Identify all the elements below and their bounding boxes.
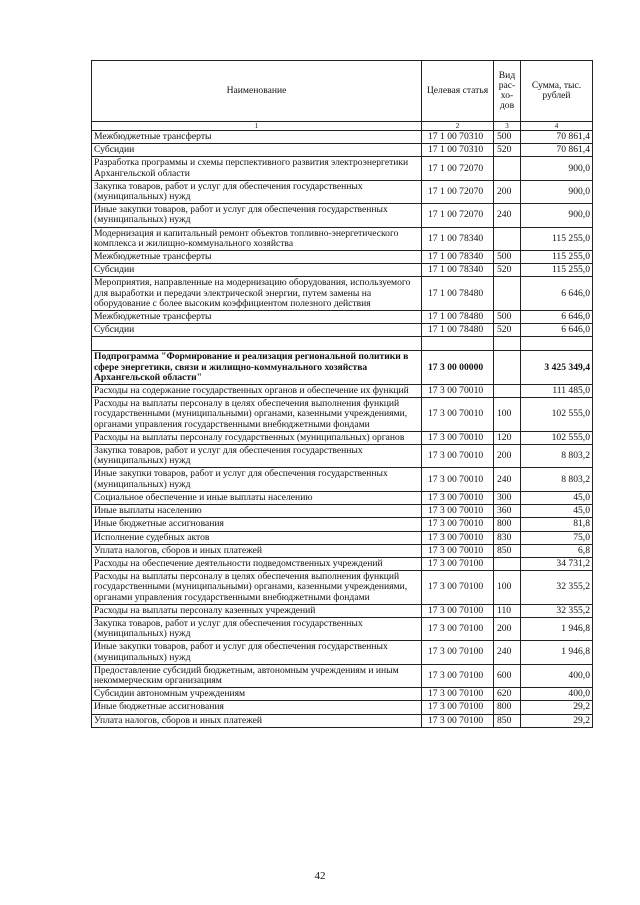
cell-vid: 240 <box>494 468 521 491</box>
cell-name: Иные бюджетные ассигнования <box>92 701 422 714</box>
cell-name: Разработка программы и схемы перспективного развития электроэнергетики Архангельской области <box>92 157 422 180</box>
cell-code: 17 1 00 78480 <box>422 311 494 324</box>
cell-code: 17 1 00 78480 <box>422 324 494 337</box>
cell-name: Мероприятия, направленные на модернизацию оборудования, используемого для выработки и передачи электрической энергии, путем замены на оборудование с более высоким коэффициентом полезного действия <box>92 277 422 311</box>
cell-name: Иные выплаты населению <box>92 505 422 518</box>
header-target: Целевая статья <box>422 61 494 122</box>
cell-vid: 520 <box>494 324 521 337</box>
table-row <box>92 468 593 491</box>
cell-vid: 240 <box>494 641 521 664</box>
cell-name: Расходы на выплаты персоналу в целях обеспечения выполнения функций государственными (муниципальными) органами, казенными учреждениями, органами управления государственными внебюджетными фондами <box>92 571 422 605</box>
table-row <box>92 324 593 337</box>
cell-name: Субсидии <box>92 264 422 277</box>
table-row <box>92 131 593 144</box>
cell-name: Закупка товаров, работ и услуг для обеспечения государственных (муниципальных) нужд <box>92 180 422 203</box>
table-row <box>92 445 593 468</box>
cell-name: Субсидии автономным учреждениям <box>92 688 422 701</box>
cell-name: Субсидии <box>92 324 422 337</box>
cell-name: Закупка товаров, работ и услуг для обеспечения государственных (муниципальных) нужд <box>92 445 422 468</box>
cell-vid <box>494 227 521 250</box>
cell-code: 17 3 00 70100 <box>422 688 494 701</box>
cell-name: Модернизация и капитальный ремонт объектов топливно-энергетического комплекса и жилищно-коммунального хозяйства <box>92 227 422 250</box>
table-row <box>92 701 593 714</box>
table-row <box>92 431 593 444</box>
cell-name: Межбюджетные трансферты <box>92 131 422 144</box>
cell-name: Иные бюджетные ассигнования <box>92 518 422 531</box>
table-row <box>92 311 593 324</box>
cell-code: 17 3 00 70100 <box>422 664 494 687</box>
cell-name: Подпрограмма "Формирование и реализация региональной политики в сфере энергетики, связи и жилищно-коммунального хозяйства Архангельской области" <box>92 351 422 385</box>
cell-sum: 29,2 <box>521 714 593 727</box>
cell-vid: 200 <box>494 617 521 640</box>
cell-code: 17 3 00 70100 <box>422 714 494 727</box>
cell-sum: 70 861,4 <box>521 131 593 144</box>
cell-sum: 32 355,2 <box>521 604 593 617</box>
cell-sum: 115 255,0 <box>521 264 593 277</box>
cell-code <box>422 337 494 351</box>
table-row <box>92 398 593 432</box>
cell-sum: 6 646,0 <box>521 324 593 337</box>
cell-vid: 520 <box>494 144 521 157</box>
table-row <box>92 180 593 203</box>
cell-vid: 120 <box>494 431 521 444</box>
page-number: 42 <box>314 870 326 882</box>
header-sum: Сумма, тыс. рублей <box>521 61 593 122</box>
cell-code: 17 3 00 70010 <box>422 398 494 432</box>
table-row <box>92 351 593 385</box>
column-number-4: 4 <box>521 122 593 131</box>
table-row <box>92 604 593 617</box>
cell-sum: 8 803,2 <box>521 468 593 491</box>
cell-code: 17 3 00 70010 <box>422 518 494 531</box>
cell-code: 17 3 00 70010 <box>422 505 494 518</box>
cell-vid: 360 <box>494 505 521 518</box>
table-row <box>92 688 593 701</box>
cell-sum: 45,0 <box>521 505 593 518</box>
cell-code: 17 1 00 78340 <box>422 264 494 277</box>
cell-sum: 32 355,2 <box>521 571 593 605</box>
cell-name: Уплата налогов, сборов и иных платежей <box>92 544 422 557</box>
table-body <box>92 131 593 728</box>
cell-name: Иные закупки товаров, работ и услуг для обеспечения государственных (муниципальных) нужд <box>92 468 422 491</box>
table-row <box>92 557 593 570</box>
cell-name: Закупка товаров, работ и услуг для обеспечения государственных (муниципальных) нужд <box>92 617 422 640</box>
table-row <box>92 617 593 640</box>
cell-code: 17 3 00 70100 <box>422 604 494 617</box>
table-row <box>92 518 593 531</box>
cell-vid <box>494 557 521 570</box>
cell-vid: 500 <box>494 311 521 324</box>
column-number-2: 2 <box>422 122 494 131</box>
cell-vid: 500 <box>494 251 521 264</box>
cell-code: 17 3 00 70010 <box>422 445 494 468</box>
cell-name: Расходы на выплаты персоналу в целях обеспечения выполнения функций государственными (муниципальными) органами, казенными учреждениями, органами управления государственными внебюджетными фондами <box>92 398 422 432</box>
table-row <box>92 251 593 264</box>
cell-code: 17 3 00 70010 <box>422 544 494 557</box>
table-row <box>92 144 593 157</box>
cell-name: Предоставление субсидий бюджетным, автономным учреждениям и иным некоммерческим организациям <box>92 664 422 687</box>
cell-code: 17 3 00 70010 <box>422 491 494 504</box>
header-name: Наименование <box>92 61 422 122</box>
cell-name: Расходы на содержание государственных органов и обеспечение их функций <box>92 385 422 398</box>
budget-table <box>91 60 593 728</box>
cell-sum: 400,0 <box>521 688 593 701</box>
cell-vid: 200 <box>494 445 521 468</box>
cell-sum: 81,8 <box>521 518 593 531</box>
cell-vid: 100 <box>494 398 521 432</box>
cell-vid: 520 <box>494 264 521 277</box>
header-vid: Вид рас-хо-дов <box>494 61 521 122</box>
cell-sum: 102 555,0 <box>521 398 593 432</box>
cell-code: 17 1 00 72070 <box>422 180 494 203</box>
cell-sum: 900,0 <box>521 157 593 180</box>
cell-vid: 830 <box>494 531 521 544</box>
table-row <box>92 385 593 398</box>
cell-sum: 115 255,0 <box>521 227 593 250</box>
cell-name: Расходы на выплаты персоналу государственных (муниципальных) органов <box>92 431 422 444</box>
cell-code: 17 3 00 70010 <box>422 468 494 491</box>
cell-sum: 400,0 <box>521 664 593 687</box>
table-row <box>92 491 593 504</box>
cell-vid: 600 <box>494 664 521 687</box>
table-row <box>92 531 593 544</box>
cell-vid <box>494 157 521 180</box>
cell-vid <box>494 277 521 311</box>
cell-code: 17 1 00 70310 <box>422 144 494 157</box>
cell-vid: 200 <box>494 180 521 203</box>
cell-sum: 6 646,0 <box>521 311 593 324</box>
table-row <box>92 544 593 557</box>
table-row <box>92 505 593 518</box>
cell-code: 17 1 00 70310 <box>422 131 494 144</box>
cell-name: Расходы на обеспечение деятельности подведомственных учреждений <box>92 557 422 570</box>
cell-code: 17 3 00 70010 <box>422 531 494 544</box>
cell-name: Иные закупки товаров, работ и услуг для обеспечения государственных (муниципальных) нужд <box>92 641 422 664</box>
cell-vid: 240 <box>494 204 521 227</box>
cell-name: Субсидии <box>92 144 422 157</box>
cell-code: 17 1 00 78340 <box>422 251 494 264</box>
table-row <box>92 204 593 227</box>
cell-name <box>92 337 422 351</box>
cell-sum: 29,2 <box>521 701 593 714</box>
cell-vid: 620 <box>494 688 521 701</box>
cell-code: 17 3 00 70100 <box>422 701 494 714</box>
cell-sum: 1 946,8 <box>521 641 593 664</box>
table-row <box>92 277 593 311</box>
cell-sum: 1 946,8 <box>521 617 593 640</box>
cell-code: 17 3 00 70100 <box>422 571 494 605</box>
cell-sum: 75,0 <box>521 531 593 544</box>
cell-sum: 6 646,0 <box>521 277 593 311</box>
cell-sum: 34 731,2 <box>521 557 593 570</box>
cell-name: Социальное обеспечение и иные выплаты населению <box>92 491 422 504</box>
table-row <box>92 571 593 605</box>
cell-sum: 3 425 349,4 <box>521 351 593 385</box>
cell-sum <box>521 337 593 351</box>
cell-code: 17 1 00 78340 <box>422 227 494 250</box>
cell-vid: 850 <box>494 714 521 727</box>
cell-vid <box>494 351 521 385</box>
cell-code: 17 3 00 70010 <box>422 431 494 444</box>
table-row <box>92 227 593 250</box>
cell-vid: 500 <box>494 131 521 144</box>
cell-name: Уплата налогов, сборов и иных платежей <box>92 714 422 727</box>
cell-code: 17 1 00 72070 <box>422 204 494 227</box>
cell-sum: 102 555,0 <box>521 431 593 444</box>
cell-sum: 8 803,2 <box>521 445 593 468</box>
cell-name: Исполнение судебных актов <box>92 531 422 544</box>
cell-code: 17 1 00 72070 <box>422 157 494 180</box>
cell-vid <box>494 385 521 398</box>
cell-sum: 900,0 <box>521 204 593 227</box>
cell-vid: 110 <box>494 604 521 617</box>
cell-sum: 111 485,0 <box>521 385 593 398</box>
cell-code: 17 1 00 78480 <box>422 277 494 311</box>
cell-sum: 6,8 <box>521 544 593 557</box>
cell-sum: 70 861,4 <box>521 144 593 157</box>
cell-sum: 900,0 <box>521 180 593 203</box>
table-row <box>92 641 593 664</box>
cell-vid <box>494 337 521 351</box>
cell-vid: 800 <box>494 701 521 714</box>
table-row <box>92 264 593 277</box>
cell-code: 17 3 00 70010 <box>422 385 494 398</box>
cell-code: 17 3 00 70100 <box>422 557 494 570</box>
budget-table-page <box>91 60 592 728</box>
table-header-row <box>92 61 593 122</box>
column-number-1: 1 <box>92 122 422 131</box>
table-column-numbers-row <box>92 122 593 131</box>
cell-sum: 45,0 <box>521 491 593 504</box>
cell-vid: 850 <box>494 544 521 557</box>
cell-name: Иные закупки товаров, работ и услуг для обеспечения государственных (муниципальных) нужд <box>92 204 422 227</box>
table-row <box>92 714 593 727</box>
cell-vid: 800 <box>494 518 521 531</box>
table-row <box>92 157 593 180</box>
cell-code: 17 3 00 00000 <box>422 351 494 385</box>
cell-vid: 100 <box>494 571 521 605</box>
table-row <box>92 337 593 351</box>
cell-code: 17 3 00 70100 <box>422 617 494 640</box>
cell-code: 17 3 00 70100 <box>422 641 494 664</box>
table-row <box>92 664 593 687</box>
cell-vid: 300 <box>494 491 521 504</box>
cell-name: Межбюджетные трансферты <box>92 251 422 264</box>
cell-name: Межбюджетные трансферты <box>92 311 422 324</box>
cell-sum: 115 255,0 <box>521 251 593 264</box>
cell-name: Расходы на выплаты персоналу казенных учреждений <box>92 604 422 617</box>
column-number-3: 3 <box>494 122 521 131</box>
